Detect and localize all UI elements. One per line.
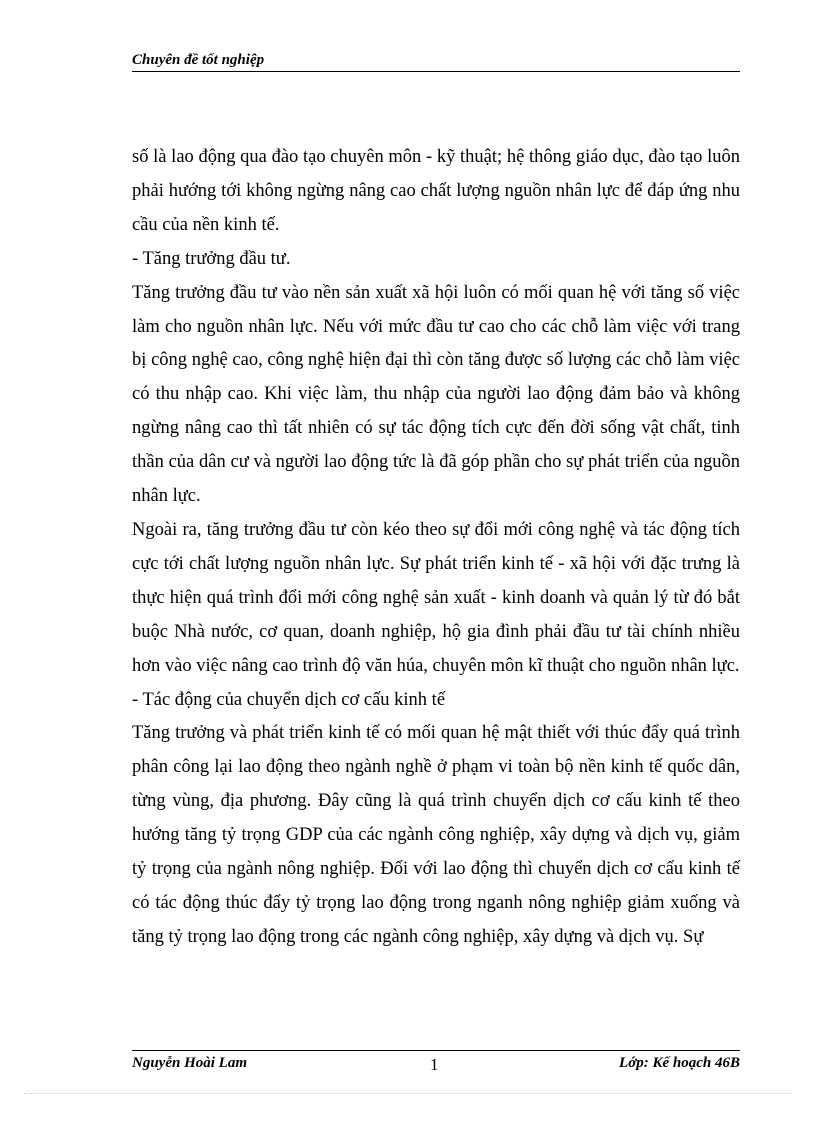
paragraph-1: số là lao động qua đào tạo chuyên môn - kỹ thuật; hệ thông giáo dục, đào tạo luôn phải hướng tới không ngừng nâng cao chất lượng nguồn nhân lực để đáp ứng nhu cầu của nền kinh tế. (132, 147, 740, 235)
paragraph-3: Ngoài ra, tăng trưởng đầu tư còn kéo theo sự đổi mới công nghệ và tác động tích cực tới chất lượng nguồn nhân lực. Sự phát triển kinh tế - xã hội với đặc trưng là thực hiện quá trình đổi mới công nghệ sản xuất - kinh doanh và quản lý từ đó bắt buộc Nhà nước, cơ quan, doanh nghiệp, hộ gia đình phải đầu tư tài chính nhiều hơn vào việc nâng cao trình độ văn húa, chuyên môn kĩ thuật cho nguồn nhân lực. (132, 519, 740, 676)
footer-page-number: 1 (430, 1055, 439, 1074)
section-heading-structural-shift: - Tác động của chuyển dịch cơ cấu kinh tế (132, 689, 446, 710)
document-body (132, 141, 740, 955)
paragraph-4: Tăng trưởng và phát triển kinh tế có mối quan hệ mật thiết với thúc đẩy quá trình phân công lại lao động theo ngành nghề ở phạm vi toàn bộ nền kinh tế quốc dân, từng vùng, địa phương. Đây cũng là quá trình chuyển dịch cơ cấu kinh tế theo hướng tăng tỷ trọng GDP của các ngành công nghiệp, xây dựng và dịch vụ, giảm tỷ trọng của ngành nông nghiệp. Đối với lao động thì chuyển dịch cơ cấu kinh tế có tác động thúc đẩy tỷ trọng lao động trong nganh nông nghiệp giảm xuống và tăng tỷ trọng lao động trong các ngành công nghiệp, xây dựng và dịch vụ. Sự (132, 723, 740, 947)
paragraph-2: Tăng trưởng đầu tư vào nền sản xuất xã hội luôn có mối quan hệ với tăng số việc làm cho nguồn nhân lực. Nếu với mức đầu tư cao cho các chỗ làm việc với trang bị công nghệ cao, công nghệ hiện đại thì còn tăng được số lượng các chỗ làm việc có thu nhập cao. Khi việc làm, thu nhập của người lao động đảm bảo và không ngừng nâng cao thì tất nhiên có sự tác động tích cực đến đời sống vật chất, tinh thần của dân cư và người lao động tức là đã góp phần cho sự phát triển của nguồn nhân lực. (132, 282, 740, 507)
page-footer (132, 1050, 740, 1075)
page-edge-divider (24, 1093, 792, 1094)
page-header-title: Chuyên đề tốt nghiệp (132, 52, 740, 72)
footer-author: Nguyễn Hoài Lam (132, 1055, 247, 1071)
section-heading-investment: - Tăng trưởng đầu tư. (132, 248, 291, 269)
footer-class-label: Lớp: Kế hoạch 46B (619, 1055, 740, 1071)
